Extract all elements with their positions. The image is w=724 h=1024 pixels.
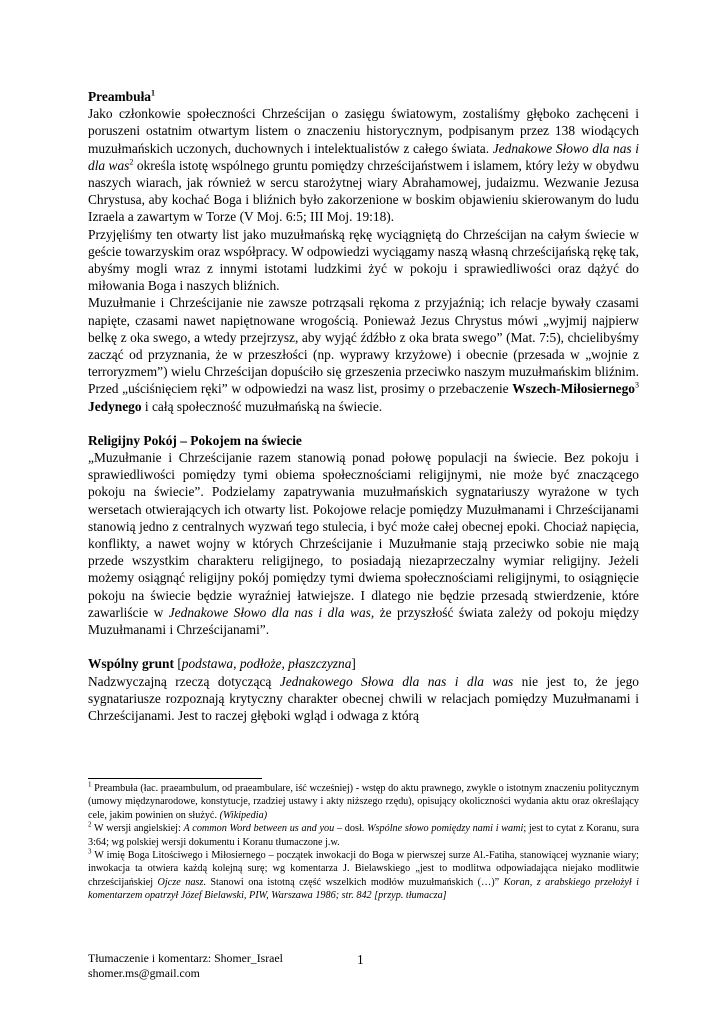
footnote-separator [88, 778, 262, 779]
section-heading: Religijny Pokój – Pokojem na świecie [88, 432, 302, 448]
page-number: 1 [357, 952, 364, 967]
page-footer [88, 951, 283, 981]
paragraph: Nadzwyczajną rzeczą dotyczącą Jednakowego Słowa dla nas i dla was nie jest to, że jego sygnatariusze rozpoznają krytyczny charakter obecnej chwili w relacjach pomiędzy Muzułmanami i Chrześcijanami. Jest to raczej głęboki wgląd i odwaga z którą [88, 673, 639, 723]
document-body [88, 88, 639, 724]
footer-email: shomer.ms@gmail.com [88, 966, 200, 980]
footer-translator: Tłumaczenie i komentarz: Shomer_Israel [88, 951, 283, 965]
heading-note: podstawa, podłoże, płaszczyzna [181, 656, 352, 672]
section-preambula [88, 88, 639, 415]
section-religijny-pokoj [88, 432, 639, 638]
footnote-3: $^3$ W imię Boga Litościwego i Miłosiernego – początek inwokacji do Boga w pierwszej surze Al.-Fatiha, stanowiącej wyznanie wiary; inwokacja ta otwiera każdą kolejną surę; wg komentarza J. Bielawskiego „jest to modlitwa odpowiadająca niejako modlitwie chrześcijańskiej Ojcze nasz. Stanowi ona istotną część wszelkich modłów muzułmańskich (…)” Koran, z arabskiego przełożył i komentarzem opatrzył Józef Bielawski, PIW, Warszawa 1986; str. 842 [przyp. tłumacza] [88, 847, 640, 902]
section-heading: Preambuła$^1$ [88, 88, 155, 104]
paragraph: Przyjęliśmy ten otwarty list jako muzułmańską rękę wyciągniętą do Chrześcijan na całym świecie w geście towarzyskim oraz współpracy. W odpowiedzi wyciągamy naszą własną chrześcijańską rękę tak, abyśmy mogli wraz z innymi istotami ludzkimi żyć w pokoju i sprawiedliwości oraz dążyć do miłowania Boga i naszych bliźnich. [88, 226, 639, 294]
paragraph: Muzułmanie i Chrześcijanie nie zawsze potrząsali rękoma z przyjaźnią; ich relacje bywały czasami napięte, czasami nawet napiętnowane wrogością. Ponieważ Jezus Chrystus mówi „wyjmij najpierw belkę z oka swego, a wtedy przejrzysz, aby wyjąć źdźbło z oka brata swego” (Mat. 7:5), chcielibyśmy zacząć od przyznania, że w przeszłości (np. wyprawy krzyżowe) i obecnie (przesada w „wojnie z terroryzmem”) wielu Chrześcijan dopuściło się grzeszenia przeciwko naszym muzułmańskim bliźnim. Przed „uściśnięciem ręki” w odpowiedzi na wasz list, prosimy o przebaczenie Wszech-Miłosiernego$^3$ Jedynego i całą społeczność muzułmańską na świecie. [88, 295, 639, 414]
footnotes [88, 782, 639, 903]
section-wspolny-grunt [88, 655, 639, 724]
paragraph: Jako członkowie społeczności Chrześcijan o zasięgu światowym, zostaliśmy głęboko zachęceni i poruszeni ostatnim otwartym listem o znaczeniu historycznym, podpisanym przez 138 wiodących muzułmańskich uczonych, duchownych i intelektualistów z całego świata. Jednakowe Słowo dla nas i dla was$^2$ określa istotę wspólnego gruntu pomiędzy chrześcijaństwem i islamem, który leży w obydwu naszych wiarach, jak również w sercu starożytnej wiary Abrahamowej, judaizmu. Wezwanie Jezusa Chrystusa, aby kochać Boga i bliźnich było zakorzenione w boskim objawieniu skierowanym do ludu Izraela a zawartym w Torze (V Moj. 6:5; III Moj. 19:18). [88, 106, 640, 225]
footnote-1: $^1$ Preambuła (łac. praeambulum, od praeambulare, iść wcześniej) - wstęp do aktu prawnego, zwykle o istotnym znaczeniu politycznym (umowy międzynarodowe, konstytucje, rzadziej ustawy i akty niższego rzędu), opisujący okoliczności wydania aktu oraz określający cele, jakim powinien on służyć. (Wikipedia) [88, 780, 639, 821]
paragraph: „Muzułmanie i Chrześcijanie razem stanowią ponad połowę populacji na świecie. Bez pokoju i sprawiedliwości pomiędzy tymi obiema społecznościami religijnymi, nie może być znaczącego pokoju na świecie”. Podzielamy zapatrywania muzułmańskich sygnatariuszy wyrażone w tych wersetach otwierających ich otwarty list. Pokojowe relacje pomiędzy Muzułmanami i Chrześcijanami stanowią jedno z centralnych wyzwań tego stulecia, i być może całej obecnej epoki. Chociaż napięcia, konflikty, a nawet wojny w których Chrześcijanie i Muzułmanie stają przeciwko sobie nie mają przede wszystkim charakteru religijnego, to posiadają niezaprzeczalny wymiar religijny. Jeżeli możemy osiągnąć religijny pokój pomiędzy tymi dwiema społecznościami religijnymi, to osiągnięcie pokoju na świecie będzie wyraźniej łatwiejsze. I dlatego nie będzie przesadą stwierdzenie, które zawarliście w Jednakowe Słowo dla nas i dla was, że przyszłość świata zależy od pokoju między Muzułmanami i Chrześcijanami”. [88, 450, 639, 638]
section-heading: Wspólny grunt [podstawa, podłoże, płaszczyzna] [88, 656, 356, 672]
footnote-2: $^2$ W wersji angielskiej: A common Word between us and you – dosł. Wspólne słowo pomiędzy nami i wami; jest to cytat z Koranu, sura 3:64; wg polskiej wersji dokumentu i Koranu tłumaczone j.w. [88, 820, 640, 848]
